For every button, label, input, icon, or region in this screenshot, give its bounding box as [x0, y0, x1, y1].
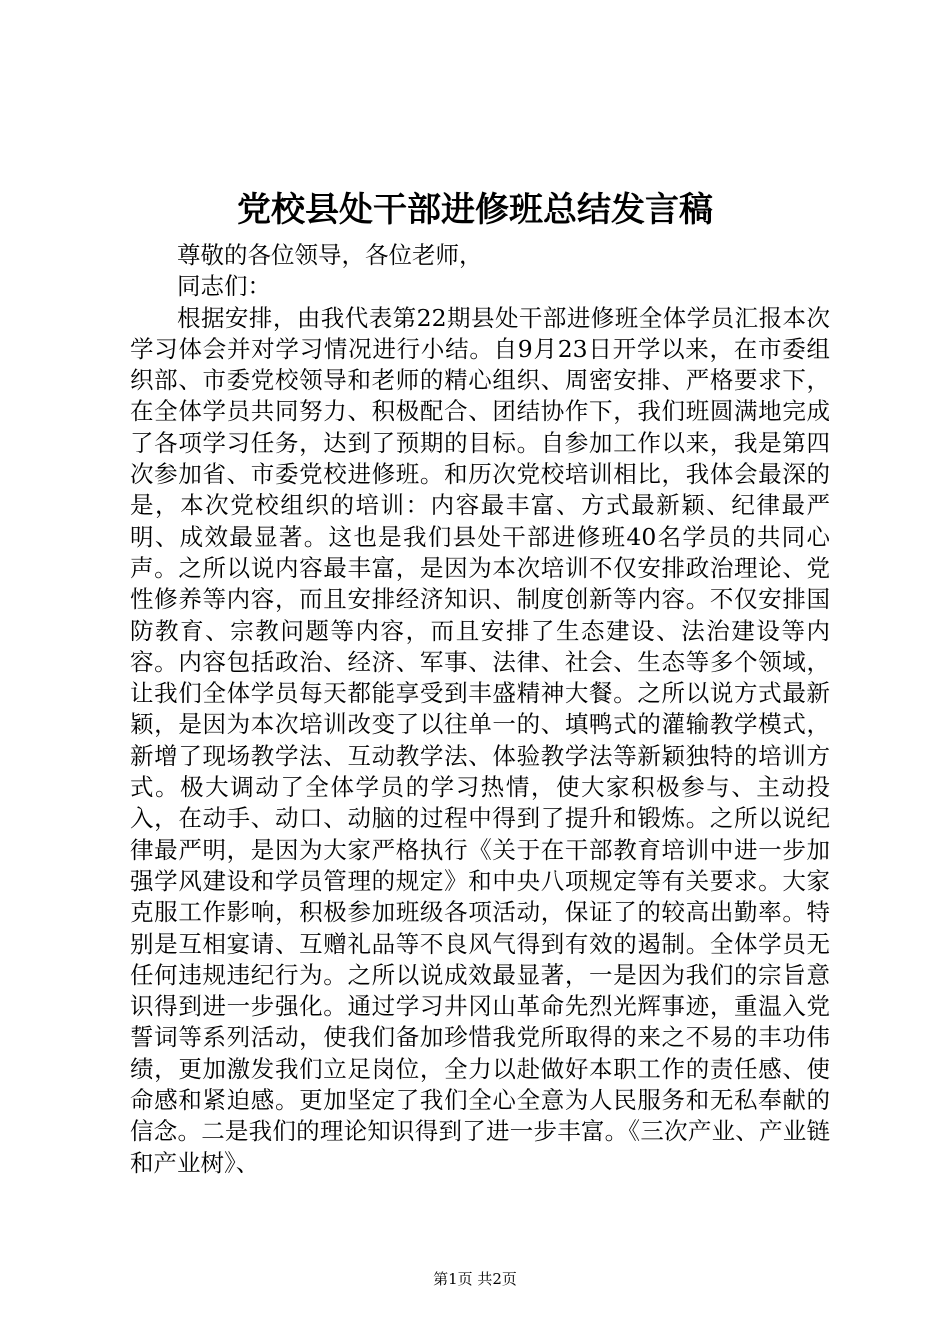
document-body — [130, 240, 830, 1179]
document-title: 党校县处干部进修班总结发言稿 — [237, 190, 713, 230]
page-footer: 第1页 共2页 — [433, 1270, 517, 1288]
salutation-line-2: 同志们： — [177, 272, 271, 301]
body-paragraph: 根据安排，由我代表第22期县处干部进修班全体学员汇报本次学习体会并对学习情况进行小结。自9月23日开学以来，在市委组织部、市委党校领导和老师的精心组织、周密安排、严格要求下，在全体学员共同努力、积极配合、团结协作下，我们班圆满地完成了各项学习任务，达到了预期的目标。自参加工作以来，我是第四次参加省、市委党校进修班。和历次党校培训相比，我体会最深的是，本次党校组织的培训：内容最丰富、方式最新颖、纪律最严明、成效最显著。这也是我们县处干部进修班40名学员的共同心声。之所以说内容最丰富，是因为本次培训不仅安排政治理论、党性修养等内容，而且安排经济知识、制度创新等内容。不仅安排国防教育、宗教问题等内容，而且安排了生态建设、法治建设等内容。内容包括政治、经济、军事、法律、社会、生态等多个领域，让我们全体学员每天都能享受到丰盛精神大餐。之所以说方式最新颖，是因为本次培训改变了以往单一的、填鸭式的灌输教学模式，新增了现场教学法、互动教学法、体验教学法等新颖独特的培训方式。极大调动了全体学员的学习热情，使大家积极参与、主动投入，在动手、动口、动脑的过程中得到了提升和锻炼。之所以说纪律最严明，是因为大家严格执行《关于在干部教育培训中进一步加强学风建设和学员管理的规定》和中央八项规定等有关要求。大家克服工作影响，积极参加班级各项活动，保证了的较高出勤率。特别是互相宴请、互赠礼品等不良风气得到有效的遏制。全体学员无任何违规违纪行为。之所以说成效最显著，一是因为我们的宗旨意识得到进一步强化。通过学习井冈山革命先烈光辉事迹，重温入党誓词等系列活动，使我们备加珍惜我党所取得的来之不易的丰功伟绩，更加激发我们立足岗位，全力以赴做好本职工作的责任感、使命感和紧迫感。更加坚定了我们全心全意为人民服务和无私奉献的信念。二是我们的理论知识得到了进一步丰富。《三次产业、产业链和产业树》、 — [130, 303, 830, 1177]
salutation-line-1: 尊敬的各位领导，各位老师， — [177, 241, 483, 269]
